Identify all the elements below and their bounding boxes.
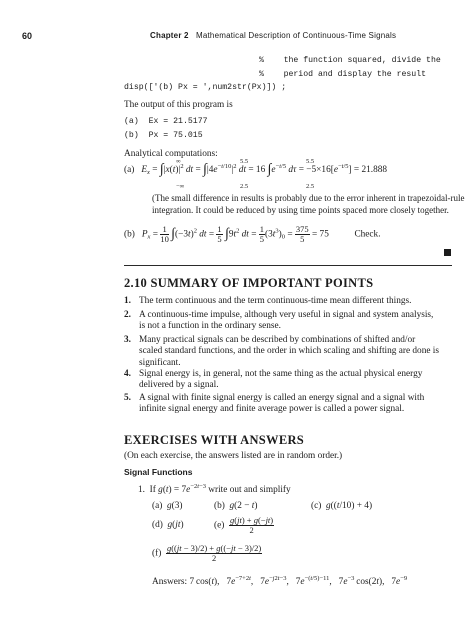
output-line-b: (b) Px = 75.015 [124, 131, 203, 140]
exercises-heading: EXERCISES WITH ANSWERS [124, 433, 305, 447]
exercise-1-prompt: 1. If $g(t) = 7e^{-2t-3}$ write out and simplify [138, 483, 291, 495]
limit-lower-3: 2.5 [306, 183, 315, 190]
summary-item-number: 4. [124, 369, 131, 379]
summary-item-text [139, 335, 439, 369]
answers-label: Answers: [152, 577, 188, 587]
equation-power: (b) $P_x$ = $\frac{1}{10}$ $\int(-3t)^2$ dt = $\frac{1}{5}$ $\int 9t^2$ dt = $\frac{1}{5}$ $(3t^3)_0$ = $\frac{375}{5}$ = 75 Check. [124, 224, 381, 244]
summary-item-line: Many practical signals can be described by combinations of shifted and/or [139, 335, 416, 345]
summary-item-number: 3. [124, 335, 131, 345]
summary-item-line: is not a function in the ordinary sense. [139, 321, 282, 332]
limit-lower-2: 2.5 [240, 183, 249, 190]
running-header [150, 31, 396, 40]
exercise-1-number: 1. [138, 485, 145, 495]
output-line-a: (a) Ex = 21.5177 [124, 117, 208, 126]
chapter-title: Mathematical Description of Continuous-Time Signals [195, 31, 397, 40]
summary-item-number: 5. [124, 393, 131, 403]
part-label: (d) [152, 520, 163, 530]
note-line-1: (The small difference in results is probably due to the error inherent in trapezoidal-rule [152, 193, 465, 203]
part-label: (f) [152, 548, 162, 559]
check-label: Check. [354, 229, 381, 240]
summary-item-text [139, 310, 433, 333]
output-intro: The output of this program is [124, 100, 233, 110]
equation-a-label: (a) [124, 165, 135, 176]
analytical-label: Analytical computations: [124, 149, 218, 159]
equation-energy: (a) $E_x = \int|x(t)|^2$ dt = $\int|4e^{-t/10}|^2$ dt = 16 $\int e^{-t/5}$ $d\tau = -5\times 16[e^{-t/5}] = 21.888$ [124, 162, 388, 177]
exercise-1-text: write out and simplify [208, 485, 291, 495]
code-comment-2: % period and display the result [259, 70, 427, 79]
limit-upper-3: 5.5 [306, 158, 315, 165]
limit-upper-2: 5.5 [240, 158, 249, 165]
part-label: (e) [214, 520, 225, 531]
summary-item-text: The term continuous and the term continuous-time mean different things. [139, 296, 412, 306]
exercise-1f: (f) $\frac{g((jt - 3)/2) + g((-jt - 3)/2)}{2}$ [152, 543, 262, 563]
summary-item-line: A continuous-time impulse, although very useful in signal and system analysis, [139, 310, 434, 320]
limit-upper-1: ∞ [176, 158, 181, 165]
exercises-subheading: Signal Functions [124, 467, 193, 477]
part-label: (b) [214, 501, 225, 511]
part-label: (c) [311, 501, 322, 511]
exercise-1a: (a) g(3) [152, 501, 183, 511]
part-label: (a) [152, 501, 163, 511]
exercises-intro: (On each exercise, the answers listed are in random order.) [124, 451, 343, 461]
summary-item-text [139, 369, 422, 392]
note-line-2: integration. It could be reduced by using time points spaced more closely together. [152, 205, 449, 215]
summary-item-number: 2. [124, 310, 131, 320]
equation-a-result: = 21.888 [353, 165, 388, 176]
chapter-label: Chapter 2 [150, 31, 189, 40]
exercise-1d: (d) g(jt) [152, 520, 184, 530]
section-divider [124, 265, 452, 266]
exercise-1c: (c) g((t/10) + 4) [311, 501, 373, 511]
summary-item-line: A signal with finite signal energy is called an energy signal and a signal with [139, 393, 425, 403]
exercise-1e: (e) $\frac{g(jt) + g(-jt)}{2}$ [214, 515, 274, 535]
limit-lower-1: −∞ [176, 183, 185, 190]
exercise-1-answers: Answers: 7 cos(t), $7e^{-7+2t}$, $7e^{-j2t-3}$, $7e^{-(t/5)-11}$, $7e^{-3}$ cos(2t), $7e^{-9}$ [152, 575, 408, 587]
summary-item-number: 1. [124, 296, 131, 306]
code-disp-line: disp(['(b) Px = ',num2str(Px)]) ; [124, 83, 287, 92]
summary-item-line: Signal energy is, in general, not the same thing as the actual physical energy [139, 369, 423, 379]
summary-item-line: infinite signal energy and finite average power is called a power signal. [139, 404, 405, 415]
summary-heading: 2.10 SUMMARY OF IMPORTANT POINTS [124, 276, 374, 290]
page-number: 60 [22, 31, 33, 41]
code-comment-1: % the function squared, divide the [259, 56, 441, 65]
equation-b-result: = 75 [311, 229, 329, 240]
summary-item-text [139, 393, 424, 416]
end-of-example-mark [444, 249, 451, 256]
equation-b-label: (b) [124, 229, 135, 240]
summary-item-line: delivered by a signal. [139, 380, 219, 391]
summary-item-line: scaled standard functions, and the order in which scaling and shifting are done is [139, 346, 439, 357]
summary-item-line: significant. [139, 357, 181, 368]
exercise-1b: (b) g(2 − t) [214, 501, 258, 511]
